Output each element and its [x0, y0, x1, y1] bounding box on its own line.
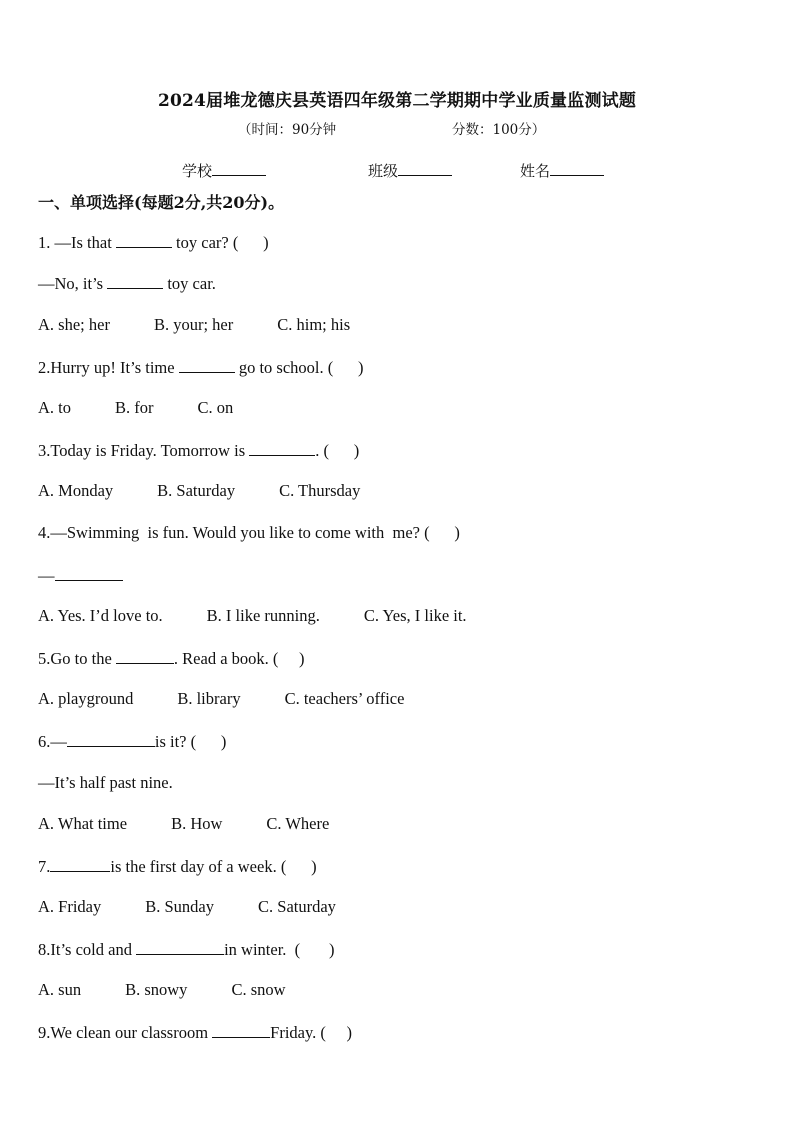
question-text: 1. —Is that: [38, 233, 116, 252]
page-title: 2024届堆龙德庆县英语四年级第二学期期中学业质量监测试题: [157, 91, 637, 111]
class-label: 班级: [368, 162, 399, 180]
option-a[interactable]: A. What time: [38, 814, 128, 833]
question-1-options: [38, 315, 394, 335]
question-8: [38, 939, 335, 960]
question-text: is it? ( ): [154, 732, 227, 751]
question-text: is the first day of a week. ( ): [110, 857, 317, 876]
question-1-reply: [38, 273, 216, 294]
option-a[interactable]: A. playground: [38, 689, 134, 708]
question-6-reply: —It’s half past nine.: [38, 773, 173, 792]
question-4-options: [38, 606, 511, 626]
question-6: [38, 731, 226, 752]
school-blank[interactable]: [212, 160, 266, 176]
option-c[interactable]: C. Thursday: [279, 481, 361, 500]
question-8-options: [38, 980, 330, 1000]
option-c[interactable]: C. Saturday: [258, 897, 336, 916]
exam-score: 分数：100分）: [452, 122, 546, 138]
question-text: Friday. ( ): [270, 1023, 353, 1042]
school-field: [182, 160, 266, 181]
question-5: [38, 648, 305, 669]
question-3-options: [38, 481, 404, 501]
option-a[interactable]: A. Monday: [38, 481, 114, 500]
option-b[interactable]: B. I like running.: [206, 606, 320, 625]
question-7-options: [38, 897, 380, 917]
question-5-options: [38, 689, 448, 709]
question-3: [38, 440, 359, 461]
question-text: 7.: [38, 857, 51, 876]
answer-blank[interactable]: [55, 565, 123, 581]
answer-blank[interactable]: [179, 357, 235, 373]
answer-blank[interactable]: [116, 232, 172, 248]
class-blank[interactable]: [398, 160, 452, 176]
name-label: 姓名: [520, 162, 551, 180]
question-text: —No, it’s: [38, 274, 108, 293]
question-2: [38, 357, 363, 378]
option-b[interactable]: B. How: [171, 814, 223, 833]
class-field: [368, 160, 452, 181]
option-b[interactable]: B. your; her: [153, 315, 234, 334]
option-c[interactable]: C. Where: [266, 814, 330, 833]
question-text: . ( ): [315, 441, 360, 460]
question-text: 8.It’s cold and: [38, 940, 137, 959]
option-a[interactable]: A. to: [38, 398, 71, 417]
question-7: [38, 856, 317, 877]
question-text: 3.Today is Friday. Tomorrow is: [38, 441, 250, 460]
option-b[interactable]: B. snowy: [125, 980, 188, 999]
question-text: in winter. ( ): [224, 940, 335, 959]
exam-time: （时间：90分钟: [238, 122, 337, 138]
question-text: toy car.: [163, 274, 216, 293]
question-text: go to school. ( ): [234, 358, 364, 377]
answer-blank[interactable]: [212, 1022, 270, 1038]
answer-blank[interactable]: [136, 939, 224, 955]
option-a[interactable]: A. she; her: [38, 315, 110, 334]
question-9: [38, 1022, 352, 1043]
option-a[interactable]: A. sun: [38, 980, 82, 999]
question-text: 5.Go to the: [38, 649, 116, 668]
option-b[interactable]: B. library: [177, 689, 241, 708]
question-1: [38, 232, 269, 253]
option-b[interactable]: B. for: [115, 398, 154, 417]
name-field: [520, 160, 604, 181]
question-text: 9.We clean our classroom: [38, 1023, 213, 1042]
section-heading: 一、单项选择(每题2分,共20分)。: [38, 193, 285, 212]
option-b[interactable]: B. Saturday: [157, 481, 236, 500]
question-text: . Read a book. ( ): [173, 649, 305, 668]
option-a[interactable]: A. Friday: [38, 897, 102, 916]
answer-blank[interactable]: [249, 440, 315, 456]
question-4-reply: [38, 565, 123, 586]
option-c[interactable]: C. on: [197, 398, 234, 417]
option-c[interactable]: C. snow: [231, 980, 286, 999]
answer-blank[interactable]: [67, 731, 155, 747]
answer-blank[interactable]: [116, 648, 174, 664]
question-6-options: [38, 814, 373, 834]
name-blank[interactable]: [550, 160, 604, 176]
question-text: 2.Hurry up! It’s time: [38, 358, 179, 377]
question-2-options: [38, 398, 277, 418]
answer-blank[interactable]: [107, 273, 163, 289]
option-c[interactable]: C. him; his: [277, 315, 351, 334]
answer-blank[interactable]: [50, 856, 110, 872]
school-label: 学校: [182, 162, 213, 180]
question-text: 6.—: [38, 732, 67, 751]
question-text: toy car? ( ): [171, 233, 269, 252]
option-b[interactable]: B. Sunday: [145, 897, 215, 916]
option-c[interactable]: C. teachers’ office: [284, 689, 405, 708]
question-text: —: [38, 566, 55, 585]
question-4: 4.—Swimming is fun. Would you like to come with me? ( ): [38, 523, 460, 542]
option-a[interactable]: A. Yes. I’d love to.: [38, 606, 163, 625]
option-c[interactable]: C. Yes, I like it.: [363, 606, 467, 625]
